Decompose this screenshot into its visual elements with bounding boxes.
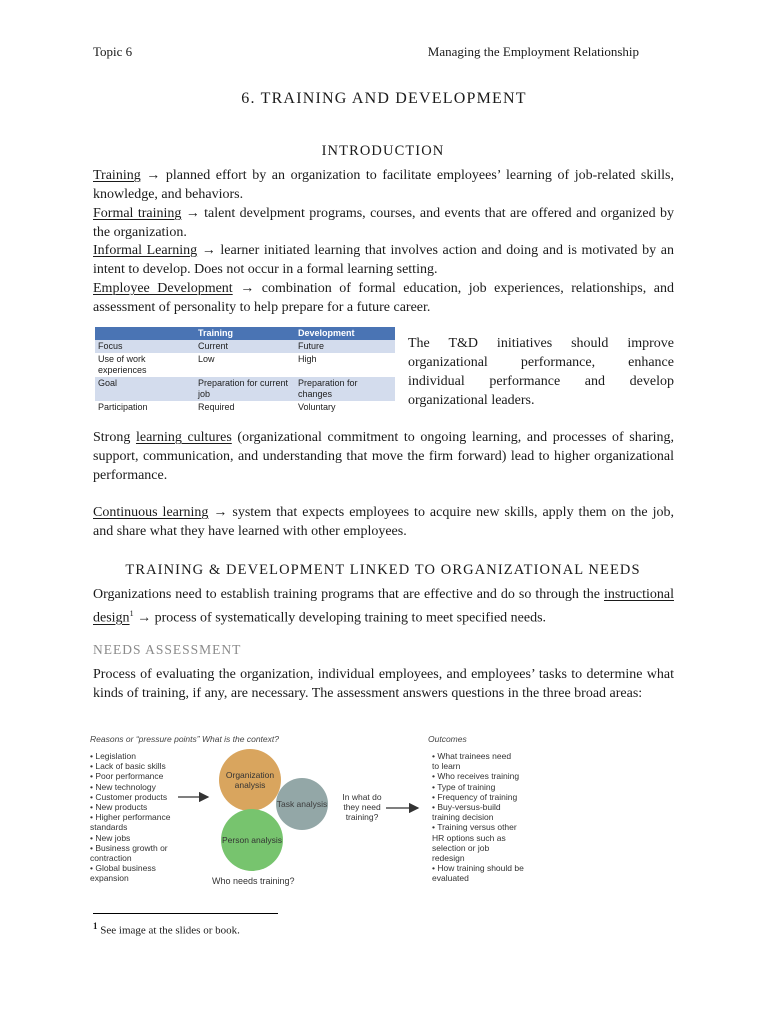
list-item: training decision: [432, 812, 494, 823]
list-item: contraction: [90, 853, 132, 864]
reasons-caption: Reasons or “pressure points” What is the context?: [90, 734, 279, 744]
list-item: • Training versus other: [432, 822, 524, 832]
term-learning-cultures: learning cultures: [135, 430, 232, 445]
footnote-ref: 1: [129, 609, 134, 618]
table-header-row: [95, 327, 395, 340]
list-item: • Type of training: [432, 782, 524, 792]
footnote-mark: 1: [93, 921, 98, 931]
task-analysis-circle: Task analysis: [276, 778, 328, 830]
list-item: expansion: [90, 873, 129, 884]
header-course-title: Managing the Employment Relationship: [427, 44, 639, 59]
definition-training: Training → planned effort by an organization to facilitate employees’ learning of job-related skills, knowledge, and behaviors.: [93, 168, 674, 202]
td-linked-heading: TRAINING & DEVELOPMENT LINKED TO ORGANIZATIONAL NEEDS: [125, 562, 641, 578]
needs-assessment-paragraph: Process of evaluating the organization, individual employees, and employees’ tasks to determine what kinds of training, if any, are necessary. The assessment answers questions in the three broad areas:: [93, 667, 674, 701]
who-needs-training-caption: Who needs training?: [212, 876, 295, 886]
term-informal-learning: Informal Learning: [93, 243, 198, 258]
term-employee-development: Employee Development: [93, 281, 233, 296]
header-topic: Topic 6: [93, 44, 133, 59]
training-vs-development-table: [95, 327, 395, 414]
table-header-cell: Training: [195, 327, 295, 340]
outcomes-list: [432, 751, 524, 884]
outcomes-caption: Outcomes: [428, 734, 467, 744]
definition-employee-development: Employee Development → combination of formal education, job experiences, relationships, and assessment of personality to help prepare for a future career.: [93, 281, 674, 315]
table-row: Focus Current Future: [95, 340, 395, 353]
page-title: 6. TRAINING AND DEVELOPMENT: [241, 90, 527, 107]
list-item: • New jobs: [90, 833, 170, 843]
list-item: • Customer products: [90, 792, 170, 802]
list-item: • Legislation: [90, 751, 170, 761]
learning-cultures-paragraph: Strong learning cultures (organizational commitment to ongoing learning, and processes of sharing, support, communication, and understanding that move the firm forward) lead to higher organizational performance.: [93, 430, 675, 483]
training-question: In what do they need training?: [342, 792, 382, 822]
list-item: • Higher performance: [90, 812, 170, 822]
term-formal-training: Formal training: [93, 206, 182, 221]
term-continuous-learning: Continuous learning: [93, 505, 209, 520]
list-item: • Global business: [90, 863, 170, 873]
needs-assessment-diagram: [88, 728, 548, 890]
list-item: • Buy-versus-build: [432, 802, 524, 812]
table-header-cell: [95, 327, 195, 340]
table-row: Goal Preparation for current job Preparation for changes: [95, 377, 395, 401]
footnote: $^1$ See image at the slides or book.: [93, 921, 240, 937]
organization-analysis-circle: Organization analysis: [219, 749, 281, 811]
td-initiatives-text: The T&D initiatives should improve organizational performance, enhance individual performance and develop organizational leaders.: [408, 336, 674, 408]
list-item: • Lack of basic skills: [90, 761, 170, 771]
list-item: • How training should be: [432, 863, 524, 873]
list-item: • Business growth or: [90, 843, 170, 853]
definition-informal-learning: Informal Learning → learner initiated learning that involves action and doing and is motivated by an intent to develop. Does not occur in a formal learning setting.: [93, 243, 674, 277]
list-item: • What trainees need: [432, 751, 524, 761]
footnote-divider: [93, 913, 278, 914]
needs-assessment-heading: NEEDS ASSESSMENT: [93, 642, 242, 657]
table-row: Participation Required Voluntary: [95, 401, 395, 414]
list-item: • Poor performance: [90, 771, 170, 781]
list-item: standards: [90, 822, 128, 833]
person-analysis-circle: Person analysis: [221, 809, 283, 871]
list-item: to learn: [432, 761, 461, 772]
definition-formal-training: Formal training → talent develpment programs, courses, and events that are offered and organized by the organization.: [93, 206, 674, 240]
list-item: HR options such as: [432, 832, 506, 843]
continuous-learning-paragraph: Continuous learning → system that expects employees to acquire new skills, apply them on the job, and share what they have learned with other employees.: [93, 505, 674, 539]
list-item: • New technology: [90, 782, 170, 792]
list-item: • Who receives training: [432, 771, 524, 781]
list-item: evaluated: [432, 873, 469, 884]
term-training: Training: [93, 168, 141, 183]
intro-heading: INTRODUCTION: [321, 143, 445, 159]
list-item: • New products: [90, 802, 170, 812]
instructional-design-paragraph: Organizations need to establish training programs that are effective and do so through the instructional design$^1$ → process of systematically developing training to meet specified needs.: [93, 587, 674, 626]
list-item: • Frequency of training: [432, 792, 524, 802]
list-item: selection or job: [432, 842, 490, 853]
table-header-cell: Development: [295, 327, 395, 340]
list-item: redesign: [432, 853, 465, 864]
table-row: Use of work experiences Low High: [95, 353, 395, 377]
term-instructional-design: instructional design: [93, 587, 674, 626]
